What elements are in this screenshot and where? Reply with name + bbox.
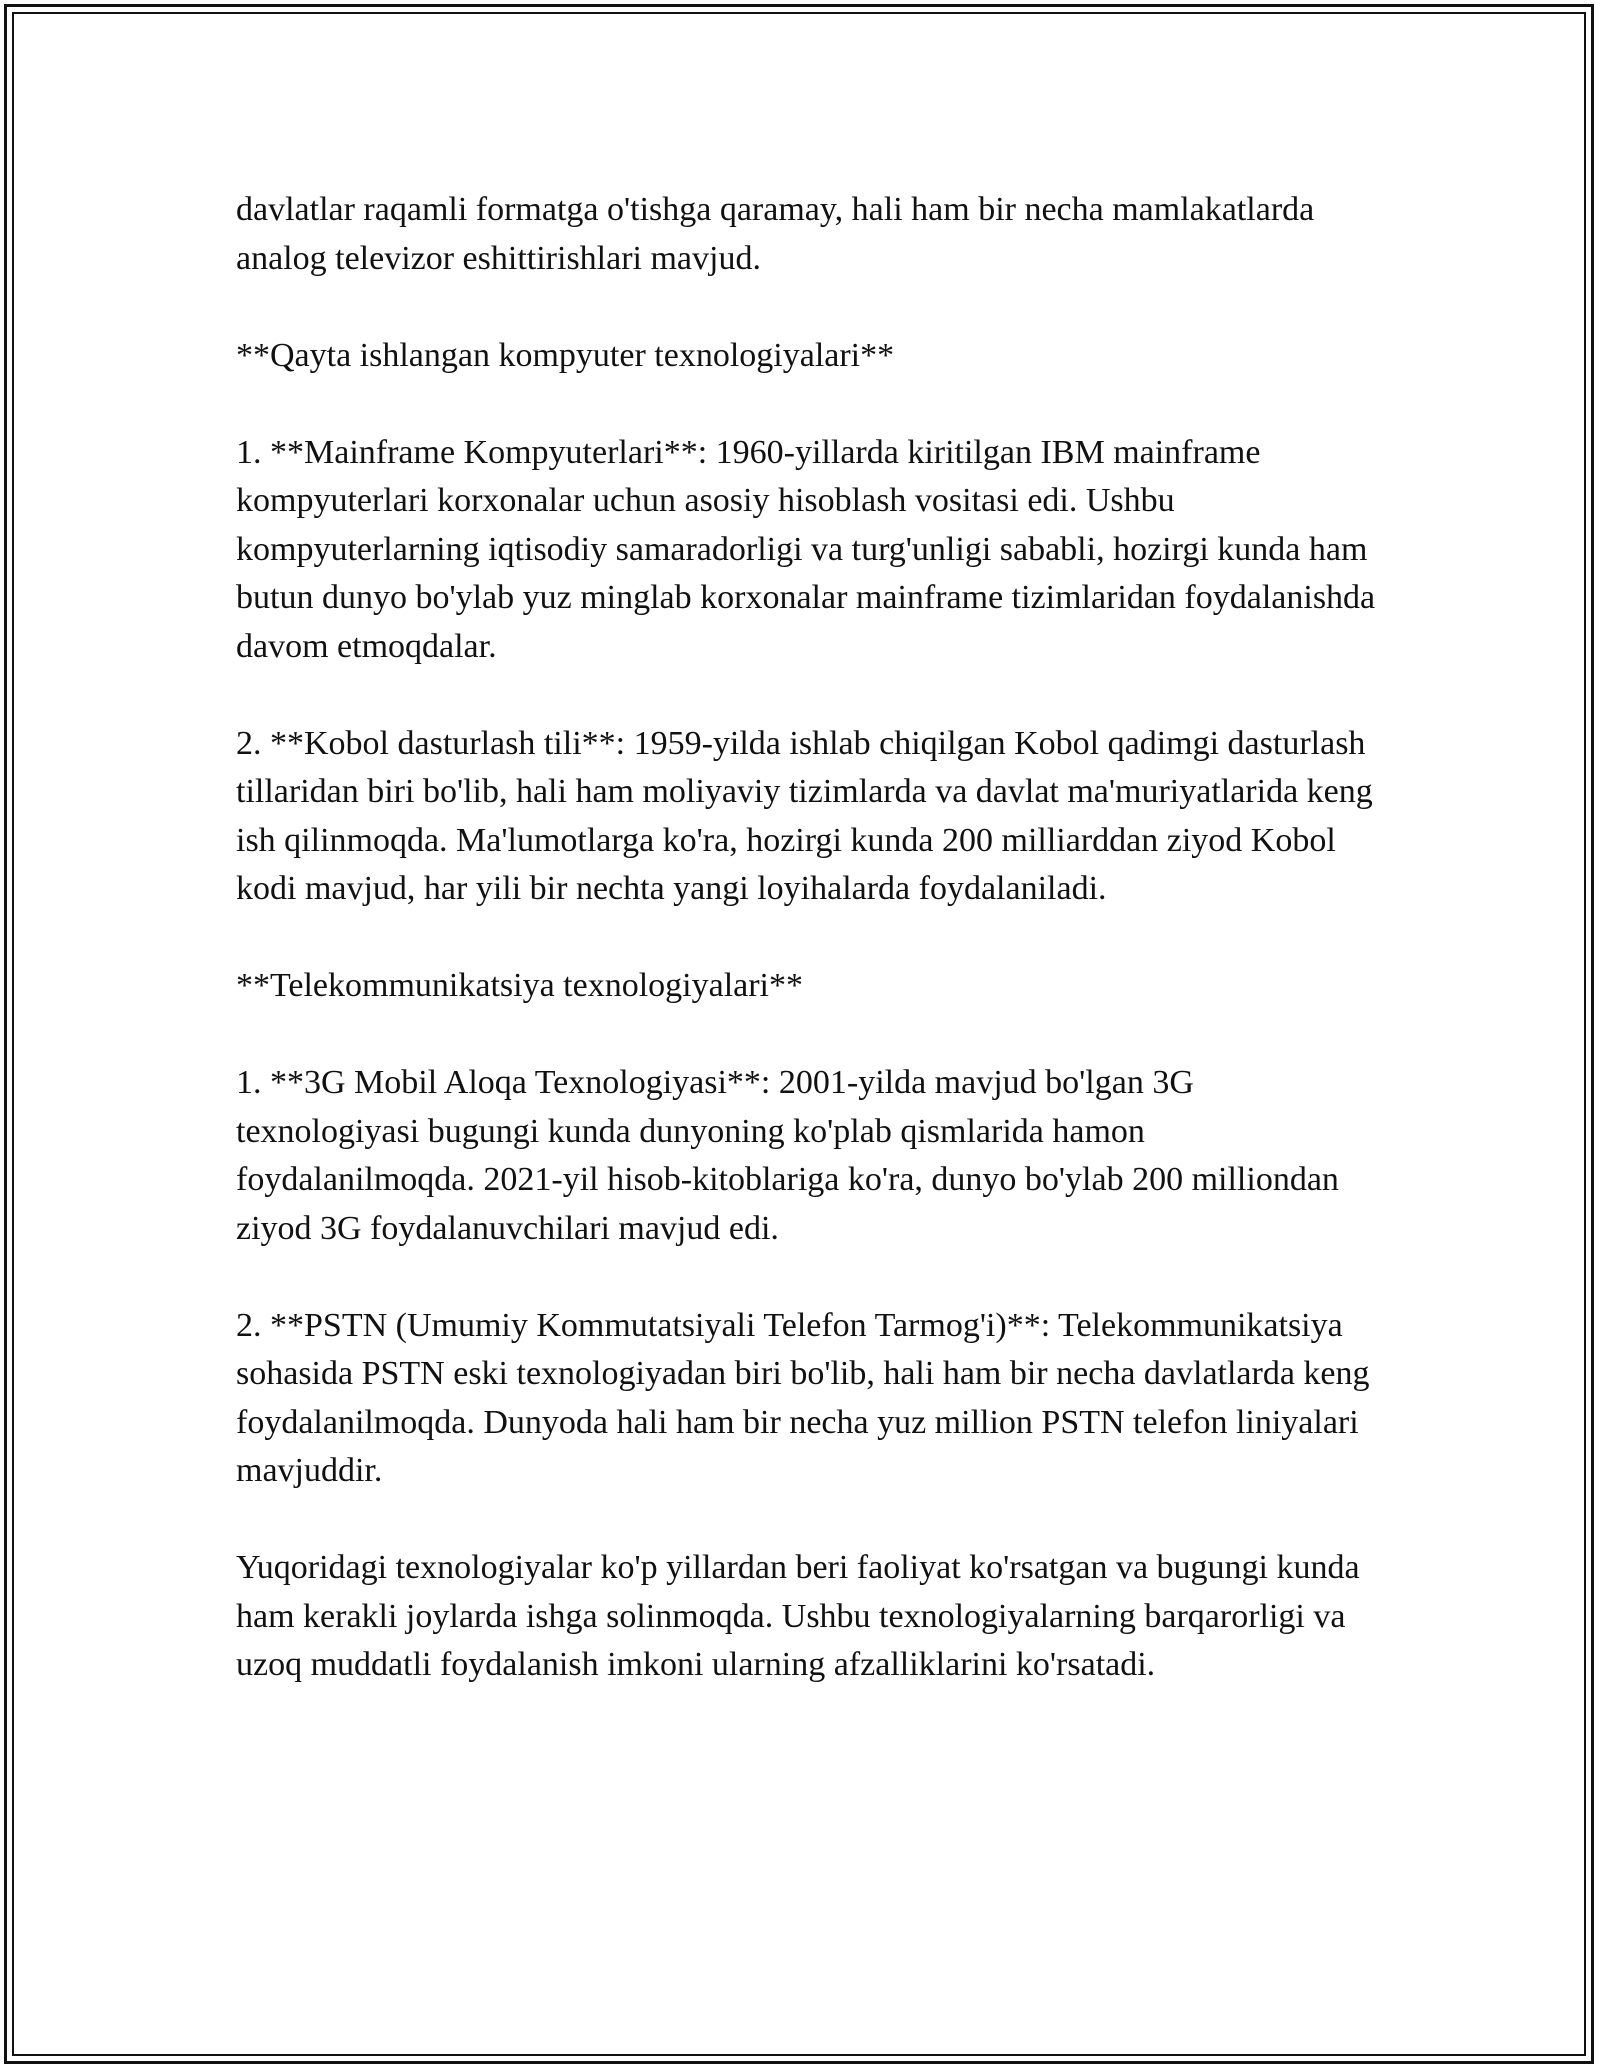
paragraph-pstn: 2. **PSTN (Umumiy Kommutatsiyali Telefon Tarmog'i)**: Telekommunikatsiya sohasida PSTN eski texnologiyadan biri bo'lib, hali ham bir necha davlatlarda keng foydalanilmoqda. Dunyoda hali ham bir necha yuz million PSTN telefon liniyalari mavjuddir.	[236, 1306, 1370, 1489]
document-body	[236, 186, 1376, 1690]
heading-telecom-technologies: **Telekommunikatsiya texnologiyalari**	[236, 967, 803, 1004]
paragraph-mainframe: 1. **Mainframe Kompyuterlari**: 1960-yillarda kiritilgan IBM mainframe kompyuterlari korxonalar uchun asosiy hisoblash vositasi edi. Ushbu kompyuterlarning iqtisodiy samaradorligi va turg'unligi sababli, hozirgi kunda ham butun dunyo bo'ylab yuz minglab korxonalar mainframe tizimlaridan foydalanishda davom etmoqdalar.	[236, 433, 1376, 665]
heading-computer-technologies: **Qayta ishlangan kompyuter texnologiyalari**	[236, 336, 895, 374]
paragraph-analog-tv: davlatlar raqamli formatga o'tishga qaramay, hali ham bir necha mamlakatlarda analog televizor eshittirishlari mavjud.	[236, 191, 1315, 277]
paragraph-3g: 1. **3G Mobil Aloqa Texnologiyasi**: 2001-yilda mavjud bo'lgan 3G texnologiyasi bugungi kunda dunyoning ko'plab qismlarida hamon foydalanilmoqda. 2021-yil hisob-kitoblariga ko'ra, dunyo bo'ylab 200 milliondan ziyod 3G foydalanuvchilari mavjud edi.	[236, 1064, 1339, 1247]
paragraph-cobol: 2. **Kobol dasturlash tili**: 1959-yilda ishlab chiqilgan Kobol qadimgi dasturlash tillaridan biri bo'lib, hali ham moliyaviy tizimlarda va davlat ma'muriyatlarida keng ish qilinmoqda. Ma'lumotlarga ko'ra, hozirgi kunda 200 milliarddan ziyod Kobol kodi mavjud, har yili bir nechta yangi loyihalarda foydalaniladi.	[236, 724, 1373, 907]
paragraph-conclusion: Yuqoridagi texnologiyalar ko'p yillardan beri faoliyat ko'rsatgan va bugungi kunda ham kerakli joylarda ishga solinmoqda. Ushbu texnologiyalarning barqarorligi va uzoq muddatli foydalanish imkoni ularning afzalliklarini ko'rsatadi.	[236, 1549, 1360, 1683]
